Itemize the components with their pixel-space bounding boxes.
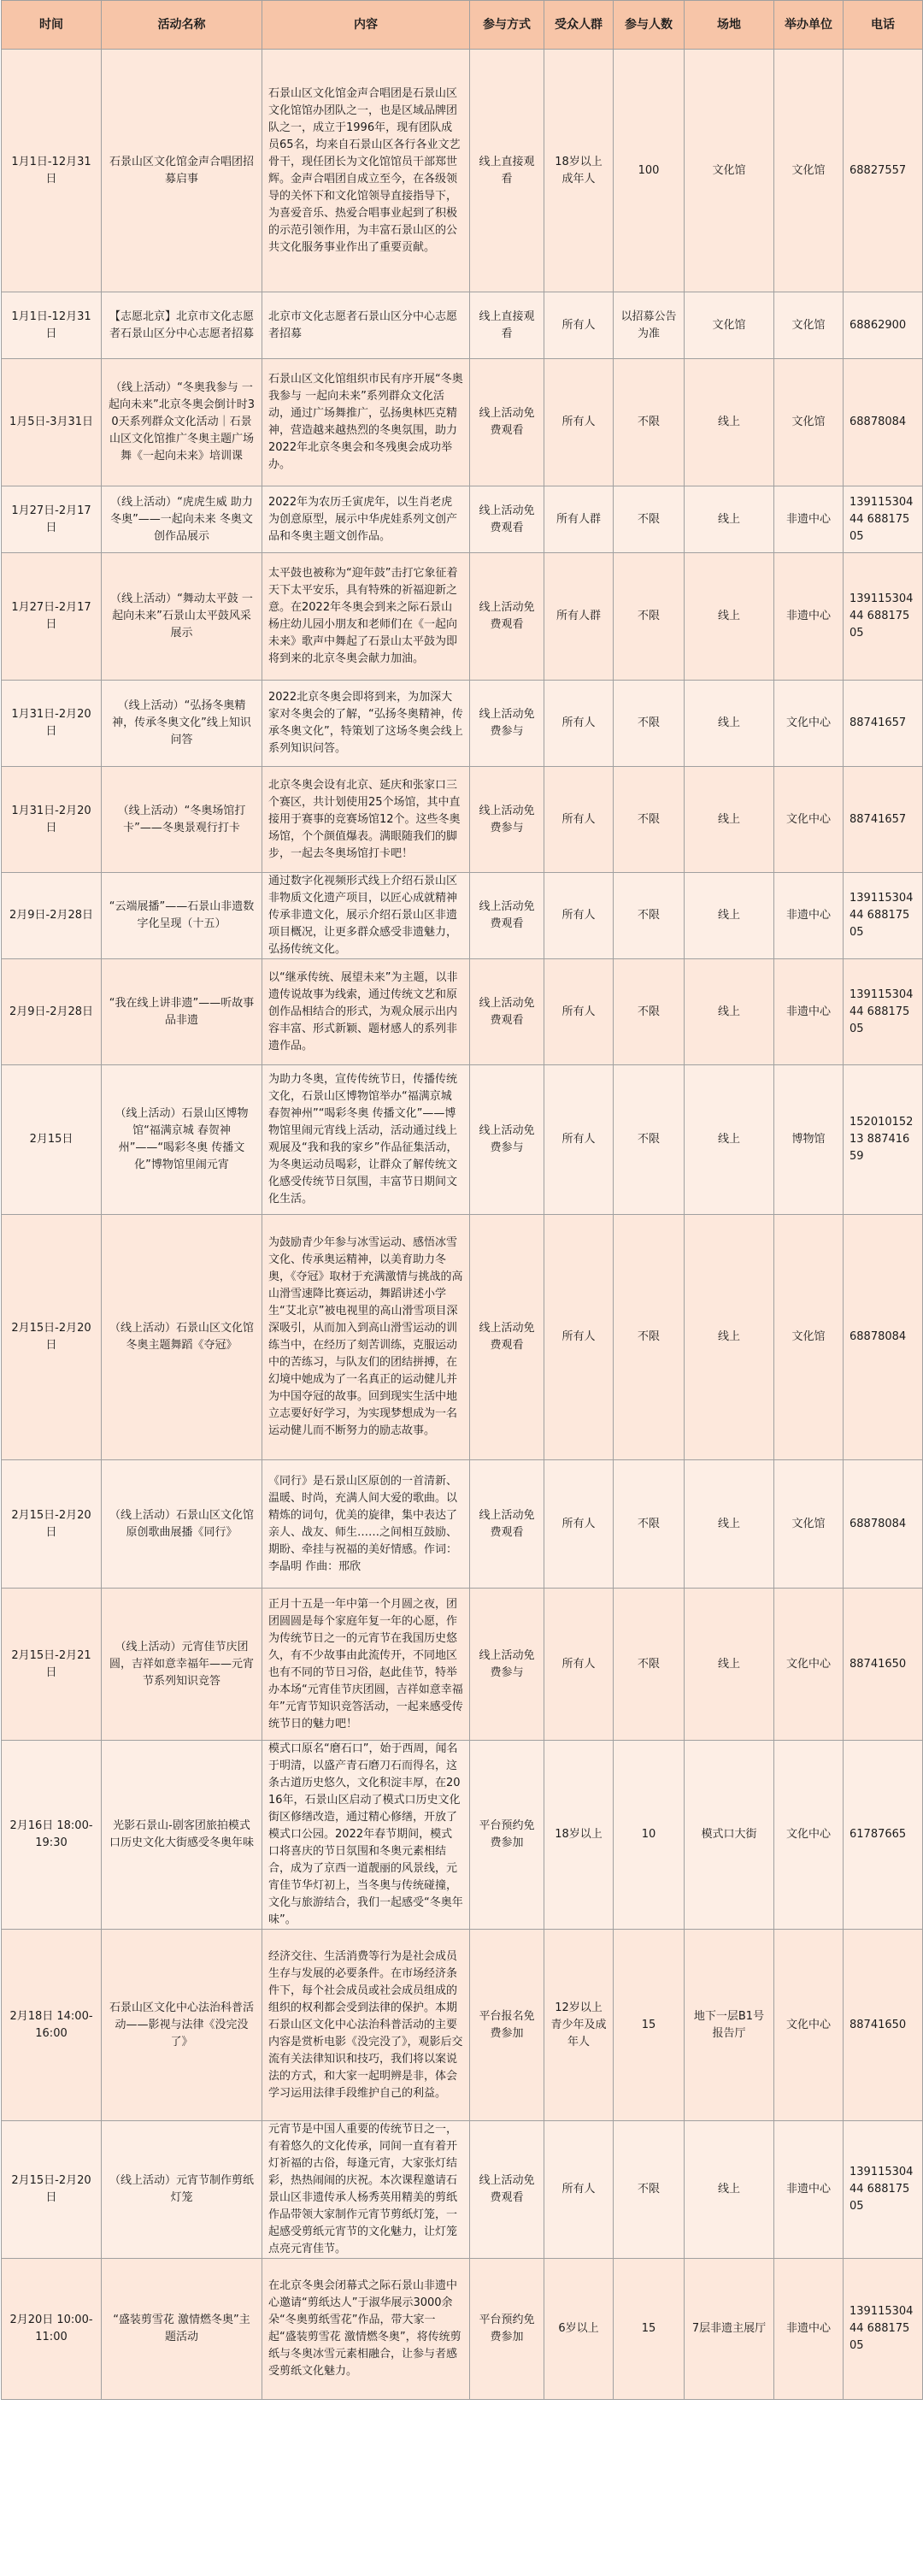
cell-participation-mode: 线上活动免费参与: [470, 1065, 544, 1215]
cell-content: 正月十五是一年中第一个月圆之夜，团团圆圆是每个家庭年复一年的心愿，作为传统节日之一的元宵节在我国历史悠久，有不少故事由此流传开，不同地区也有不同的节日习俗，赵此佳节，特举办本场“元宵佳节庆团圆，吉祥如意幸福年”元宵节知识竞答活动，一起来感受传统节日的魅力吧！: [262, 1589, 470, 1741]
cell-organizer: 文化中心: [774, 1741, 844, 1930]
cell-audience: 18岁以上成年人: [544, 50, 614, 292]
cell-activity-name: 光影石景山-剧客团旅拍模式口历史文化大街感受冬奥年味: [102, 1741, 262, 1930]
cell-phone: 13911530444 68817505: [844, 873, 923, 959]
cell-audience: 所有人: [544, 359, 614, 486]
cell-participant-count: 不限: [614, 1065, 685, 1215]
cell-phone: 13911530444 68817505: [844, 2259, 923, 2400]
cell-audience: 所有人: [544, 1065, 614, 1215]
cell-audience: 所有人群: [544, 486, 614, 553]
cell-activity-name: （线上活动）石景山区博物馆“福满京城 春贺神州”——“喝彩冬奥 传播文化”博物馆里闹元宵: [102, 1065, 262, 1215]
cell-content: 《同行》是石景山区原创的一首清新、温暖、时尚，充满人间大爱的歌曲。以精炼的词句，优美的旋律，集中表达了亲人、战友、师生……之间相互鼓励、期盼、牵挂与祝福的美好情感。作词：李晶明 作曲：邢欣: [262, 1460, 470, 1589]
cell-organizer: 文化馆: [774, 1460, 844, 1589]
cell-activity-name: 【志愿北京】北京市文化志愿者石景山区分中心志愿者招募: [102, 292, 262, 359]
cell-venue: 文化馆: [685, 50, 774, 292]
cell-activity-name: （线上活动）“弘扬冬奥精神，传承冬奥文化”线上知识问答: [102, 681, 262, 767]
cell-participant-count: 不限: [614, 1215, 685, 1460]
cell-participation-mode: 线上活动免费观看: [470, 2121, 544, 2259]
cell-organizer: 非遗中心: [774, 959, 844, 1065]
header-participation-mode: 参与方式: [470, 1, 544, 50]
cell-time: 1月27日-2月17日: [2, 553, 102, 681]
table-row: [2, 873, 923, 959]
cell-venue: 线上: [685, 553, 774, 681]
cell-phone: 13911530444 68817505: [844, 486, 923, 553]
cell-content: 以“继承传统、展望未来”为主题，以非遗传说故事为线索，通过传统文艺和原创作品相结合的形式，为观众展示出内容丰富、形式新颖、题材感人的系列非遗作品。: [262, 959, 470, 1065]
cell-content: 石景山区文化馆金声合唱团是石景山区文化馆馆办团队之一，也是区域品牌团队之一，成立于1996年，现有团队成员65名，均来自石景山区各行各业文艺骨干，现任团长为文化馆馆员干部郑世辉。金声合唱团自成立至今，在各级领导的关怀下和文化馆领导直接指导下，为喜爱音乐、热爱合唱事业起到了积极的示范引领作用，为丰富石景山区的公共文化服务事业作出了重要贡献。: [262, 50, 470, 292]
header-audience: 受众人群: [544, 1, 614, 50]
cell-content: 经济交往、生活消费等行为是社会成员生存与发展的必要条件。在市场经济条件下，每个社会成员或社会成员组成的组织的权利都会受到法律的保护。本期石景山区文化中心法治科普活动的主要内容是赏析电影《没完没了》，观影后交流有关法律知识和技巧，我们将以案说法的方式，和大家一起明辨是非，体会学习运用法律手段维护自己的利益。: [262, 1930, 470, 2121]
cell-participation-mode: 线上直接观看: [470, 50, 544, 292]
cell-content: 在北京冬奥会闭幕式之际石景山非遗中心邀请“剪纸达人”于淑华展示3000余朵“冬奥剪纸雪花”作品，带大家一起“盛装剪雪花 激情燃冬奥”，将传统剪纸与冬奥冰雪元素相融合，让参与者感受剪纸文化魅力。: [262, 2259, 470, 2400]
cell-organizer: 文化馆: [774, 1215, 844, 1460]
cell-venue: 线上: [685, 681, 774, 767]
cell-participation-mode: 线上活动免费观看: [470, 359, 544, 486]
cell-participation-mode: 线上活动免费观看: [470, 1460, 544, 1589]
cell-organizer: 文化中心: [774, 767, 844, 873]
cell-activity-name: （线上活动）“舞动太平鼓 一起向未来”石景山太平鼓风采展示: [102, 553, 262, 681]
header-time: 时间: [2, 1, 102, 50]
cell-participant-count: 不限: [614, 2121, 685, 2259]
header-phone: 电话: [844, 1, 923, 50]
cell-audience: 18岁以上: [544, 1741, 614, 1930]
cell-phone: 68827557: [844, 50, 923, 292]
cell-audience: 所有人: [544, 1215, 614, 1460]
cell-time: 1月27日-2月17日: [2, 486, 102, 553]
table-row: [2, 50, 923, 292]
table-row: [2, 1215, 923, 1460]
cell-audience: 所有人: [544, 1460, 614, 1589]
cell-activity-name: “云端展播”——石景山非遗数字化呈现（十五）: [102, 873, 262, 959]
cell-participation-mode: 线上活动免费参与: [470, 1589, 544, 1741]
cell-venue: 线上: [685, 2121, 774, 2259]
cell-venue: 线上: [685, 1589, 774, 1741]
cell-venue: 线上: [685, 1065, 774, 1215]
cell-time: 1月1日-12月31日: [2, 292, 102, 359]
cell-venue: 线上: [685, 359, 774, 486]
table-row: [2, 486, 923, 553]
cell-phone: 68862900: [844, 292, 923, 359]
table-row: [2, 681, 923, 767]
cell-phone: 15201015213 88741659: [844, 1065, 923, 1215]
cell-content: 元宵节是中国人重要的传统节日之一，有着悠久的文化传承，同间一直有着开灯祈福的古俗，每逢元宵，大家张灯结彩，热热闹闹的庆祝。本次课程邀请石景山区非遗传承人杨秀英用精美的剪纸作品带领大家制作元宵节剪纸灯笼，一起感受剪纸元宵节的文化魅力，让灯笼点亮元宵佳节。: [262, 2121, 470, 2259]
cell-venue: 线上: [685, 486, 774, 553]
cell-content: 模式口原名“磨石口”，始于西周，闻名于明清，以盛产青石磨刀石而得名，这条古道历史悠久，文化积淀丰厚，在2016年，石景山区启动了模式口历史文化街区修缮改造，通过精心修缮，开放了模式口公园。2022年春节期间，模式口将喜庆的节日氛围和冬奥元素相结合，成为了京西一道靓丽的风景线，元宵佳节华灯初上，当冬奥与传统碰撞，文化与旅游结合，我们一起感受“冬奥年味”。: [262, 1741, 470, 1930]
cell-organizer: 文化中心: [774, 681, 844, 767]
header-participant-count: 参与人数: [614, 1, 685, 50]
cell-venue: 线上: [685, 767, 774, 873]
header-content: 内容: [262, 1, 470, 50]
cell-content: 通过数字化视频形式线上介绍石景山区非物质文化遗产项目，以匠心成就精神传承非遗文化，展示介绍石景山区非遗项目概况，让更多群众感受非遗魅力，弘扬传统文化。: [262, 873, 470, 959]
header-activity-name: 活动名称: [102, 1, 262, 50]
cell-time: 2月20日 10:00-11:00: [2, 2259, 102, 2400]
cell-organizer: 文化中心: [774, 1930, 844, 2121]
cell-time: 2月15日-2月20日: [2, 2121, 102, 2259]
cell-venue: 线上: [685, 959, 774, 1065]
cell-participant-count: 不限: [614, 873, 685, 959]
cell-participation-mode: 线上活动免费观看: [470, 486, 544, 553]
cell-activity-name: 石景山区文化馆金声合唱团招募启事: [102, 50, 262, 292]
cell-audience: 所有人: [544, 767, 614, 873]
cell-participation-mode: 线上活动免费观看: [470, 553, 544, 681]
cell-venue: 模式口大街: [685, 1741, 774, 1930]
table-row: [2, 1460, 923, 1589]
cell-time: 2月16日 18:00-19:30: [2, 1741, 102, 1930]
cell-participation-mode: 线上活动免费观看: [470, 1215, 544, 1460]
table-row: [2, 767, 923, 873]
table-row: [2, 359, 923, 486]
table-row: [2, 1589, 923, 1741]
cell-participant-count: 不限: [614, 1589, 685, 1741]
cell-time: 1月31日-2月20日: [2, 767, 102, 873]
cell-participant-count: 不限: [614, 1460, 685, 1589]
cell-audience: 所有人: [544, 292, 614, 359]
cell-activity-name: （线上活动）元宵佳节庆团圆，吉祥如意幸福年——元宵节系列知识竞答: [102, 1589, 262, 1741]
cell-venue: 线上: [685, 1215, 774, 1460]
cell-participant-count: 不限: [614, 681, 685, 767]
cell-content: 为鼓励青少年参与冰雪运动、感悟冰雪文化、传承奥运精神，以美育助力冬奥，《夺冠》取材于充满激情与挑战的高山滑雪速降比赛运动，舞蹈讲述小学生“艾北京”被电视里的高山滑雪项目深深吸引，从而加入到高山滑雪运动的训练当中，在经历了刻苦训练，克服运动中的苦练习，与队友们的团结拼搏，在幻境中她成为了一名真正的运动健儿并为中国夺冠的故事。回到现实生活中地立志要好好学习，为实现梦想成为一名运动健儿而不断努力的励志故事。: [262, 1215, 470, 1460]
cell-participant-count: 不限: [614, 553, 685, 681]
cell-participant-count: 15: [614, 2259, 685, 2400]
table-row: [2, 1930, 923, 2121]
cell-activity-name: （线上活动）“虎虎生威 助力冬奥”——一起向未来 冬奥文创作品展示: [102, 486, 262, 553]
cell-participation-mode: 线上直接观看: [470, 292, 544, 359]
cell-organizer: 文化馆: [774, 50, 844, 292]
cell-organizer: 非遗中心: [774, 2259, 844, 2400]
cell-participation-mode: 线上活动免费参与: [470, 681, 544, 767]
header-organizer: 举办单位: [774, 1, 844, 50]
cell-audience: 所有人: [544, 959, 614, 1065]
table-row: [2, 2259, 923, 2400]
table-row: [2, 2121, 923, 2259]
cell-phone: 61787665: [844, 1741, 923, 1930]
cell-participant-count: 以招募公告为准: [614, 292, 685, 359]
cell-organizer: 文化馆: [774, 359, 844, 486]
cell-time: 2月15日-2月20日: [2, 1215, 102, 1460]
cell-content: 2022年为农历壬寅虎年，以生肖老虎为创意原型，展示中华虎娃系列文创产品和冬奥主题文创作品。: [262, 486, 470, 553]
cell-participation-mode: 平台报名免费参加: [470, 1930, 544, 2121]
cell-participant-count: 100: [614, 50, 685, 292]
cell-activity-name: （线上活动）石景山区文化馆冬奥主题舞蹈《夺冠》: [102, 1215, 262, 1460]
cell-organizer: 文化馆: [774, 292, 844, 359]
cell-organizer: 博物馆: [774, 1065, 844, 1215]
events-table: [1, 0, 923, 2400]
cell-phone: 13911530444 68817505: [844, 553, 923, 681]
cell-activity-name: “盛装剪雪花 激情燃冬奥”主题活动: [102, 2259, 262, 2400]
cell-phone: 13911530444 68817505: [844, 2121, 923, 2259]
table-row: [2, 292, 923, 359]
cell-time: 2月15日-2月20日: [2, 1460, 102, 1589]
cell-time: 2月15日: [2, 1065, 102, 1215]
cell-activity-name: （线上活动）元宵节制作剪纸灯笼: [102, 2121, 262, 2259]
cell-content: 石景山区文化馆组织市民有序开展“冬奥我参与 一起向未来”系列群众文化活动，通过广场舞推广，弘扬奥林匹克精神，营造越来越热烈的冬奥氛围，助力2022年北京冬奥会和冬残奥会成功举办。: [262, 359, 470, 486]
cell-audience: 所有人: [544, 873, 614, 959]
cell-phone: 68878084: [844, 1215, 923, 1460]
cell-time: 2月9日-2月28日: [2, 959, 102, 1065]
cell-participation-mode: 平台预约免费参加: [470, 1741, 544, 1930]
cell-phone: 68878084: [844, 1460, 923, 1589]
cell-time: 1月1日-12月31日: [2, 50, 102, 292]
cell-time: 1月31日-2月20日: [2, 681, 102, 767]
cell-phone: 88741657: [844, 767, 923, 873]
cell-audience: 6岁以上: [544, 2259, 614, 2400]
cell-venue: 线上: [685, 1460, 774, 1589]
cell-content: 北京市文化志愿者石景山区分中心志愿者招募: [262, 292, 470, 359]
cell-participant-count: 不限: [614, 486, 685, 553]
cell-activity-name: （线上活动）“冬奥场馆打卡”——冬奥景观行打卡: [102, 767, 262, 873]
cell-audience: 12岁以上青少年及成年人: [544, 1930, 614, 2121]
table-row: [2, 1065, 923, 1215]
cell-audience: 所有人群: [544, 553, 614, 681]
cell-content: 北京冬奥会设有北京、延庆和张家口三个赛区，共计划使用25个场馆，其中直接用于赛事的竞赛场馆12个。这些冬奥场馆，个个颜值爆表。满眼随我们的脚步，一起去冬奥场馆打卡吧！: [262, 767, 470, 873]
table-row: [2, 553, 923, 681]
header-venue: 场地: [685, 1, 774, 50]
cell-content: 太平鼓也被称为“迎年鼓”击打它象征着天下太平安乐，具有特殊的祈福迎新之意。在2022年冬奥会到来之际石景山杨庄幼儿园小朋友和老师们在《一起向未来》歌声中舞起了石景山太平鼓为即将到来的北京冬奥会献力加油。: [262, 553, 470, 681]
cell-phone: 13911530444 68817505: [844, 959, 923, 1065]
cell-time: 2月15日-2月21日: [2, 1589, 102, 1741]
cell-activity-name: （线上活动）石景山区文化馆原创歌曲展播《同行》: [102, 1460, 262, 1589]
cell-organizer: 非遗中心: [774, 2121, 844, 2259]
cell-participant-count: 不限: [614, 959, 685, 1065]
cell-participation-mode: 平台预约免费参加: [470, 2259, 544, 2400]
cell-activity-name: （线上活动）“冬奥我参与 一起向未来”北京冬奥会倒计时30天系列群众文化活动｜石景山区文化馆推广冬奥主题广场舞《一起向未来》培训课: [102, 359, 262, 486]
cell-time: 1月5日-3月31日: [2, 359, 102, 486]
cell-participant-count: 不限: [614, 359, 685, 486]
cell-organizer: 非遗中心: [774, 873, 844, 959]
cell-organizer: 非遗中心: [774, 486, 844, 553]
cell-phone: 88741650: [844, 1930, 923, 2121]
cell-organizer: 非遗中心: [774, 553, 844, 681]
cell-time: 2月18日 14:00-16:00: [2, 1930, 102, 2121]
table-row: [2, 1741, 923, 1930]
cell-participation-mode: 线上活动免费参与: [470, 767, 544, 873]
header-row: [2, 1, 923, 50]
cell-phone: 68878084: [844, 359, 923, 486]
table-row: [2, 959, 923, 1065]
cell-participant-count: 不限: [614, 767, 685, 873]
cell-participant-count: 10: [614, 1741, 685, 1930]
cell-participation-mode: 线上活动免费观看: [470, 959, 544, 1065]
cell-participation-mode: 线上活动免费观看: [470, 873, 544, 959]
cell-phone: 88741657: [844, 681, 923, 767]
cell-audience: 所有人: [544, 681, 614, 767]
cell-venue: 7层非遗主展厅: [685, 2259, 774, 2400]
cell-venue: 线上: [685, 873, 774, 959]
cell-participant-count: 15: [614, 1930, 685, 2121]
cell-organizer: 文化中心: [774, 1589, 844, 1741]
cell-activity-name: 石景山区文化中心法治科普活动——影视与法律《没完没了》: [102, 1930, 262, 2121]
cell-activity-name: “我在线上讲非遗”——听故事 品非遗: [102, 959, 262, 1065]
cell-audience: 所有人: [544, 2121, 614, 2259]
cell-content: 2022北京冬奥会即将到来，为加深大家对冬奥会的了解，“弘扬冬奥精神，传承冬奥文化”，特策划了这场冬奥会线上系列知识问答。: [262, 681, 470, 767]
cell-content: 为助力冬奥，宣传传统节日，传播传统文化，石景山区博物馆举办“福满京城 春贺神州”“喝彩冬奥 传播文化”——博物馆里闹元宵线上活动，活动通过线上观展及“我和我的家乡”作品征集活动，为冬奥运动员喝彩，让群众了解传统文化感受传统节日氛围，丰富节日期间文化生活。: [262, 1065, 470, 1215]
cell-audience: 所有人: [544, 1589, 614, 1741]
cell-time: 2月9日-2月28日: [2, 873, 102, 959]
cell-venue: 地下一层B1号报告厅: [685, 1930, 774, 2121]
cell-phone: 88741650: [844, 1589, 923, 1741]
cell-venue: 文化馆: [685, 292, 774, 359]
